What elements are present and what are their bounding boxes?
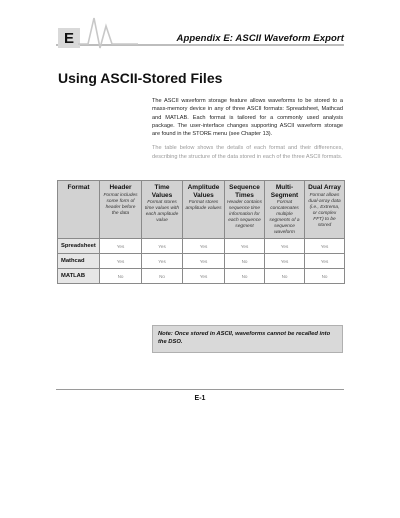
table-cell: Yes bbox=[142, 239, 183, 254]
footer-rule bbox=[56, 389, 344, 390]
note-text: Once stored in ASCII, waveforms cannot be recalled into the DSO. bbox=[158, 331, 331, 345]
section-letter: E bbox=[64, 30, 75, 47]
table-cell: No bbox=[142, 269, 183, 284]
table-cell: Yes bbox=[183, 239, 225, 254]
ascii-formats-table bbox=[57, 180, 345, 284]
table-cell: No bbox=[225, 269, 265, 284]
table-cell: Yes bbox=[305, 239, 345, 254]
column-header-multi-segment: Multi-Segment Format concatenates multiple segments of a sequence waveform bbox=[265, 181, 305, 239]
intro-text bbox=[152, 97, 343, 167]
table-cell: Yes bbox=[183, 269, 225, 284]
table-row bbox=[58, 239, 345, 254]
row-label-mathcad: Mathcad bbox=[58, 254, 100, 269]
intro-paragraph-2: The table below shows the details of each format and their differences, describing the structure of the data stored in each of the three ASCII formats. bbox=[152, 145, 343, 160]
table-cell: Yes bbox=[225, 239, 265, 254]
table-cell: Yes bbox=[305, 254, 345, 269]
column-header-dual-array: Dual Array Format allows dual-array data (i.e., Extrema, or complex FFT) to be stored bbox=[305, 181, 345, 239]
table-cell: Yes bbox=[142, 254, 183, 269]
row-label-matlab: MATLAB bbox=[58, 269, 100, 284]
table-row bbox=[58, 269, 345, 284]
column-header-amplitude-values: Amplitude Values Format stores amplitude values bbox=[183, 181, 225, 239]
table-header-row bbox=[58, 181, 345, 239]
intro-paragraph-1: The ASCII waveform storage feature allows waveforms to be stored to a mass-memory device in any of three ASCII formats: Spreadsheet, Mathcad and MATLAB. Each format is tailored for a commonly used analysis package. The user-interface changes supporting ASCII waveform storage are found in the STORE menu (see Chapter 13). bbox=[152, 98, 343, 138]
table-cell: Yes bbox=[100, 239, 142, 254]
table-cell: Yes bbox=[265, 239, 305, 254]
header-title: Appendix E: ASCII Waveform Export bbox=[176, 33, 344, 44]
column-header-format: Format bbox=[58, 181, 100, 239]
table-cell: No bbox=[100, 269, 142, 284]
table-cell: No bbox=[265, 269, 305, 284]
column-header-sequence-times: Sequence Times Header contains sequence time information for each sequence segment bbox=[225, 181, 265, 239]
table-cell: Yes bbox=[183, 254, 225, 269]
column-header-time-values: Time Values Format stores time values with each amplitude value bbox=[142, 181, 183, 239]
table-cell: Yes bbox=[265, 254, 305, 269]
table-cell: No bbox=[225, 254, 265, 269]
table-cell: No bbox=[305, 269, 345, 284]
table-cell: Yes bbox=[100, 254, 142, 269]
table-row bbox=[58, 254, 345, 269]
page-title: Using ASCII-Stored Files bbox=[58, 70, 223, 86]
row-label-spreadsheet: Spreadsheet bbox=[58, 239, 100, 254]
waveform-logo-icon bbox=[78, 14, 138, 52]
note-box bbox=[152, 325, 343, 353]
note-label: Note: bbox=[158, 331, 173, 337]
page-number: E-1 bbox=[194, 395, 206, 402]
column-header-header: Header Format includes some form of header before the data bbox=[100, 181, 142, 239]
